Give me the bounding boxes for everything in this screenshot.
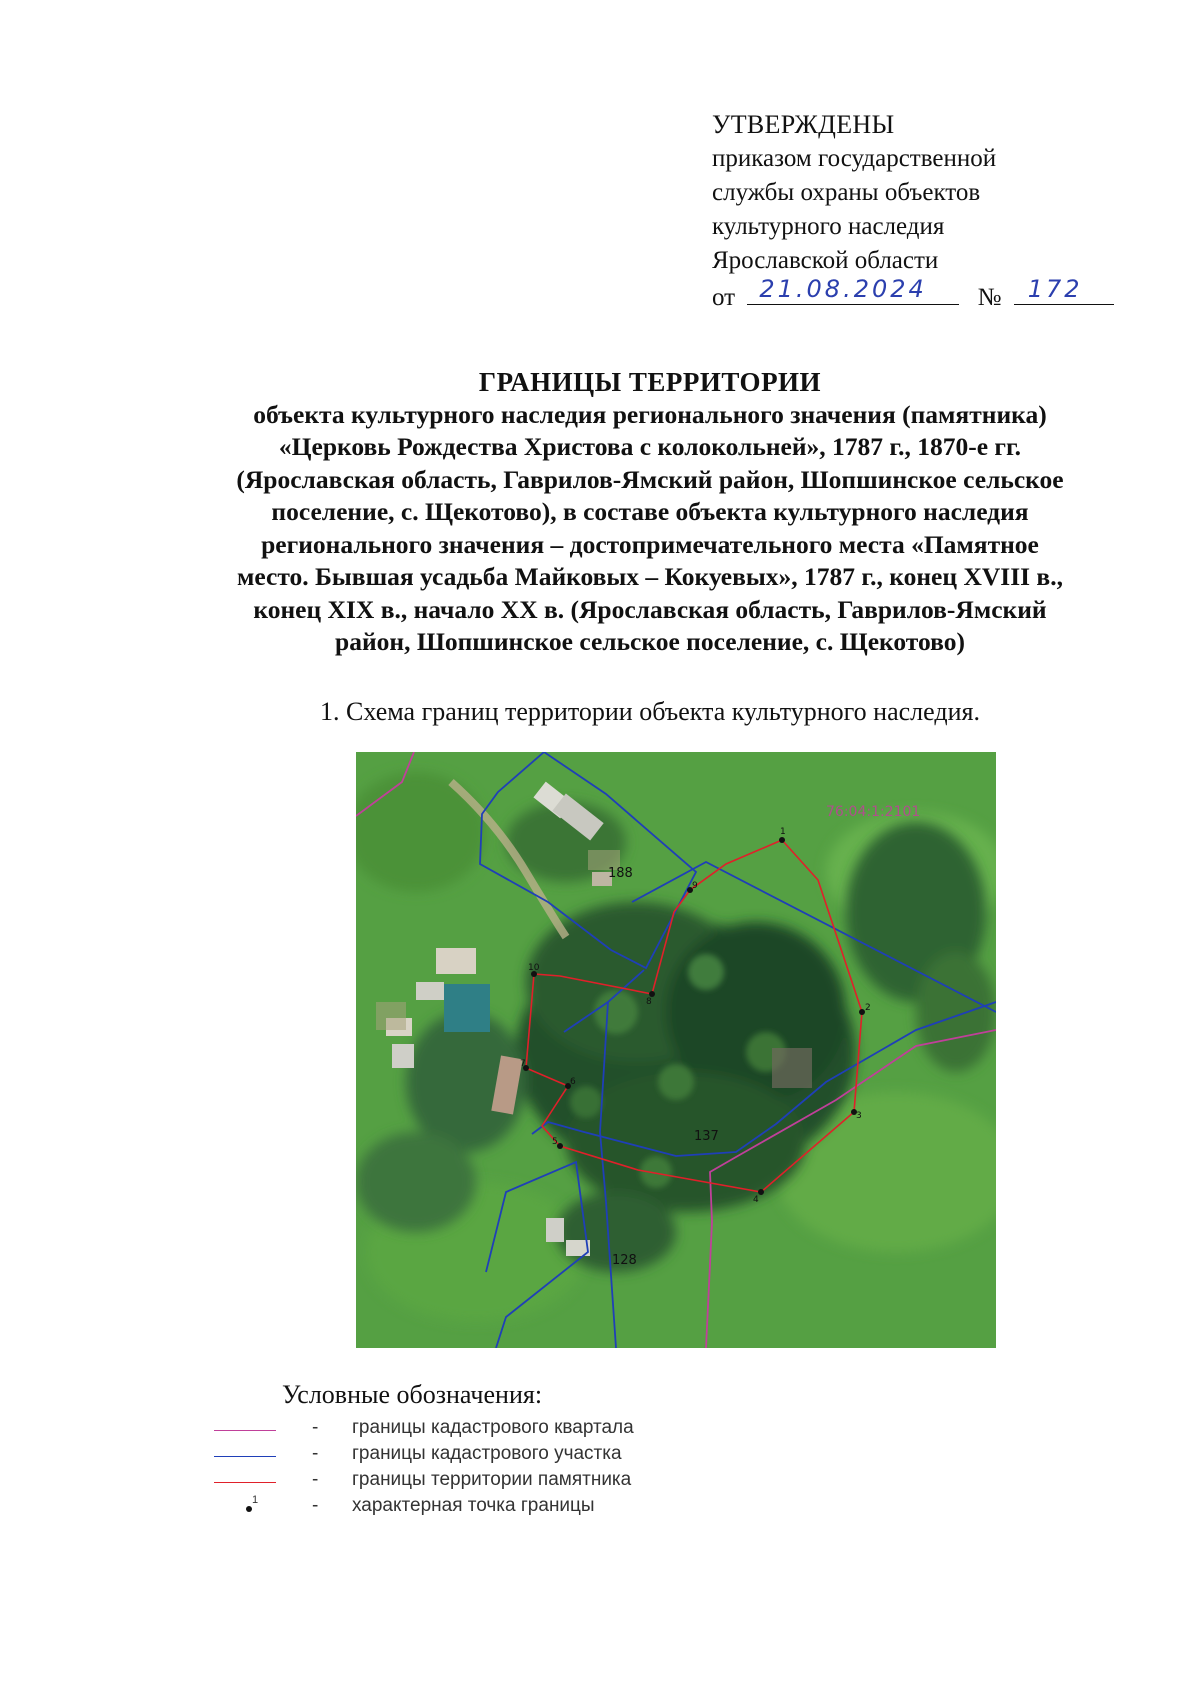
boundary-point (758, 1189, 764, 1195)
approval-line: Ярославской области (712, 247, 939, 274)
title-line: регионального значения – достопримечательного места «Памятное (261, 529, 1039, 559)
point-label: 7 (520, 1059, 526, 1069)
point-label: 8 (646, 997, 652, 1007)
parcel-label: 137 (694, 1129, 719, 1144)
approval-heading: УТВЕРЖДЕНЫ (712, 110, 895, 139)
section-heading: 1. Схема границ территории объекта культурного наследия. (320, 697, 980, 726)
point-label: 9 (692, 881, 698, 891)
parcel-label: 188 (608, 866, 633, 881)
quarter-number-label: 76:04:1:2101 (826, 804, 921, 820)
approval-line: культурного наследия (712, 213, 945, 240)
legend (210, 1418, 730, 1522)
legend-dash: - (312, 1469, 319, 1490)
point-label: 2 (865, 1003, 871, 1013)
handwritten-number: 172 (1027, 275, 1083, 303)
date-field (747, 275, 959, 305)
boundary-point (779, 837, 785, 843)
boundary-map (356, 752, 996, 1348)
point-label: 5 (552, 1137, 558, 1147)
date-prefix: от (712, 284, 736, 311)
title-main: ГРАНИЦЫ ТЕРРИТОРИИ (478, 367, 822, 397)
point-label: 4 (753, 1195, 759, 1205)
title-line: (Ярославская область, Гаврилов-Ямский район, Шопшинское сельское (236, 464, 1064, 494)
legend-item-monument (210, 1470, 730, 1496)
legend-label: границы территории памятника (352, 1469, 632, 1490)
title-line: конец XIX в., начало XX в. (Ярославская область, Гаврилов-Ямский (253, 594, 1047, 624)
approval-line: приказом государственной (712, 145, 997, 172)
legend-title: Условные обозначения: (282, 1380, 543, 1409)
title-line: район, Шопшинское сельское поселение, с. Щекотово) (335, 627, 965, 656)
point-label: 1 (780, 827, 786, 837)
boundary-point-symbol (246, 1506, 252, 1512)
legend-label: границы кадастрового участка (352, 1443, 622, 1464)
title-line: объекта культурного наследия регионального значения (памятника) (253, 399, 1047, 429)
number-field (1014, 275, 1114, 305)
legend-item-quarter (210, 1418, 730, 1444)
legend-swatch (214, 1456, 276, 1457)
title-line: поселение, с. Щекотово), в составе объекта культурного наследия (271, 497, 1029, 526)
handwritten-date: 21.08.2024 (759, 275, 927, 303)
map-svg (356, 752, 996, 1348)
approval-block (712, 108, 1112, 315)
legend-swatch (214, 1430, 276, 1431)
point-label: 3 (856, 1111, 862, 1121)
approval-line: службы охраны объектов (712, 179, 981, 206)
legend-item-parcel (210, 1444, 730, 1470)
legend-dash: - (312, 1443, 319, 1464)
parcel-label: 128 (612, 1253, 637, 1268)
legend-dash: - (312, 1417, 319, 1438)
title-line: «Церковь Рождества Христова с колокольней», 1787 г., 1870-е гг. (278, 432, 1022, 461)
point-symbol-number: 1 (252, 1494, 259, 1506)
boundary-point (557, 1143, 563, 1149)
legend-dash: - (312, 1495, 319, 1516)
number-prefix: № (977, 284, 1002, 311)
approval-date-line (712, 275, 1112, 315)
point-label: 10 (528, 963, 540, 973)
title-line: место. Бывшая усадьба Майковых – Кокуевых», 1787 г., конец XVIII в., (237, 562, 1063, 591)
legend-item-point (210, 1496, 730, 1522)
point-label: 6 (570, 1077, 576, 1087)
document-title (150, 366, 1150, 659)
legend-label: характерная точка границы (352, 1495, 595, 1516)
legend-label: границы кадастрового квартала (352, 1417, 634, 1438)
legend-swatch (214, 1482, 276, 1483)
